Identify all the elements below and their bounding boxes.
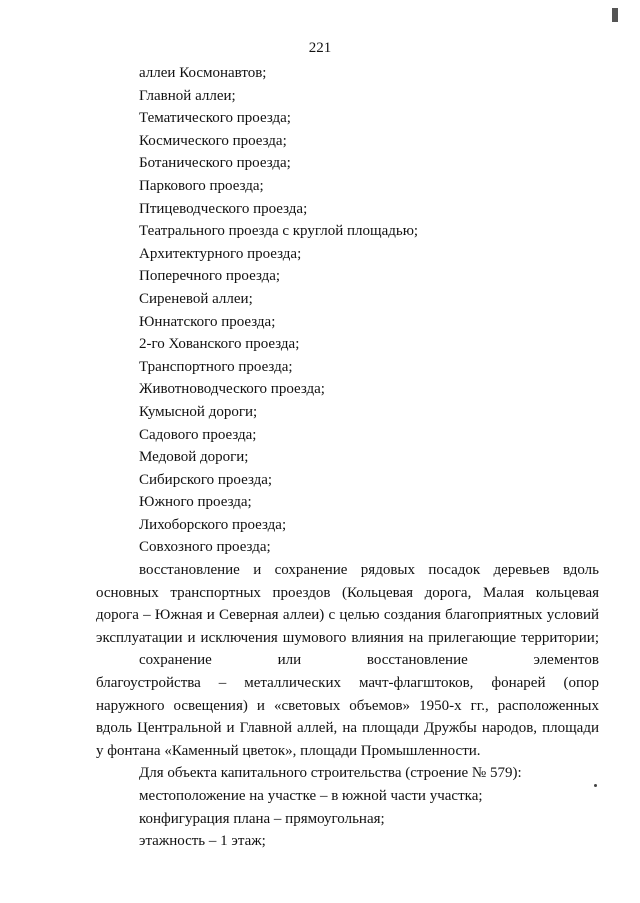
street-list-item: Космического проезда; [139,132,287,149]
paragraph-line: восстановление и сохранение рядовых посадок деревьев вдоль [139,562,599,579]
street-list-item: Тематического проезда; [139,110,291,127]
paragraph-first-line [96,649,599,672]
street-list-item: Транспортного проезда; [139,358,293,375]
street-list-item: Паркового проезда; [139,177,264,194]
paragraph-line: эксплуатации и исключения шумового влияния на прилегающие территории; [96,629,599,646]
street-list-item: Поперечного проезда; [139,268,281,285]
paragraph-line: дорога – Южная и Северная аллеи) с целью создания благоприятных условий [96,607,599,624]
street-list-item: Садового проезда; [139,426,257,443]
street-list-item: Совхозного проезда; [139,539,271,556]
street-list [96,62,599,559]
street-list-item: Южного проезда; [139,494,252,511]
document-body [96,62,599,853]
paragraph-line: благоустройства – металлических мачт-флагштоков, фонарей (опор [96,675,599,692]
section-item: местоположение на участке – в южной части участка; [139,788,483,804]
word: восстановление [366,652,468,669]
street-list-item: Медовой дороги; [139,449,249,466]
street-list-item: 2-го Хованского проезда; [139,336,300,353]
page-number: 221 [308,40,332,56]
word: сохранение [139,652,212,669]
word: элементов [533,652,599,669]
street-list-item: Сиреневой аллеи; [139,290,253,307]
paragraph-elements [96,649,599,762]
street-list-item: Птицеводческого проезда; [139,200,308,217]
street-list-item: Ботанического проезда; [139,155,291,172]
street-list-item: Юннатского проезда; [139,313,276,330]
street-list-item: Архитектурного проезда; [139,245,302,262]
street-list-item: Кумысной дороги; [139,403,258,420]
object-section [96,762,599,852]
street-list-item: Главной аллеи; [139,87,236,104]
street-list-item: Театрального проезда с круглой площадью; [139,223,419,240]
section-heading: Для объекта капитального строительства (строение № 579): [139,765,522,782]
paragraph-trees [96,559,599,649]
paragraph-line: у фонтана «Каменный цветок», площади Промышленности. [96,742,481,759]
paragraph-line: наружного освещения) и «световых объемов» 1950-х гг., расположенных [96,697,599,714]
scan-artifact [612,8,618,22]
street-list-item: Сибирского проезда; [139,471,273,488]
paragraph-line: вдоль Центральной и Главной аллей, на площади Дружбы народов, площади [96,720,599,737]
street-list-item: Лихоборского проезда; [139,516,287,533]
section-item: этажность – 1 этаж; [139,833,266,850]
section-item: конфигурация плана – прямоугольная; [139,810,385,827]
street-list-item: аллеи Космонавтов; [139,65,267,81]
word: или [277,652,302,669]
scan-speck [594,784,597,787]
paragraph-line: основных транспортных проездов (Кольцевая дорога, Малая кольцевая [96,584,599,601]
street-list-item: Животноводческого проезда; [139,381,325,398]
